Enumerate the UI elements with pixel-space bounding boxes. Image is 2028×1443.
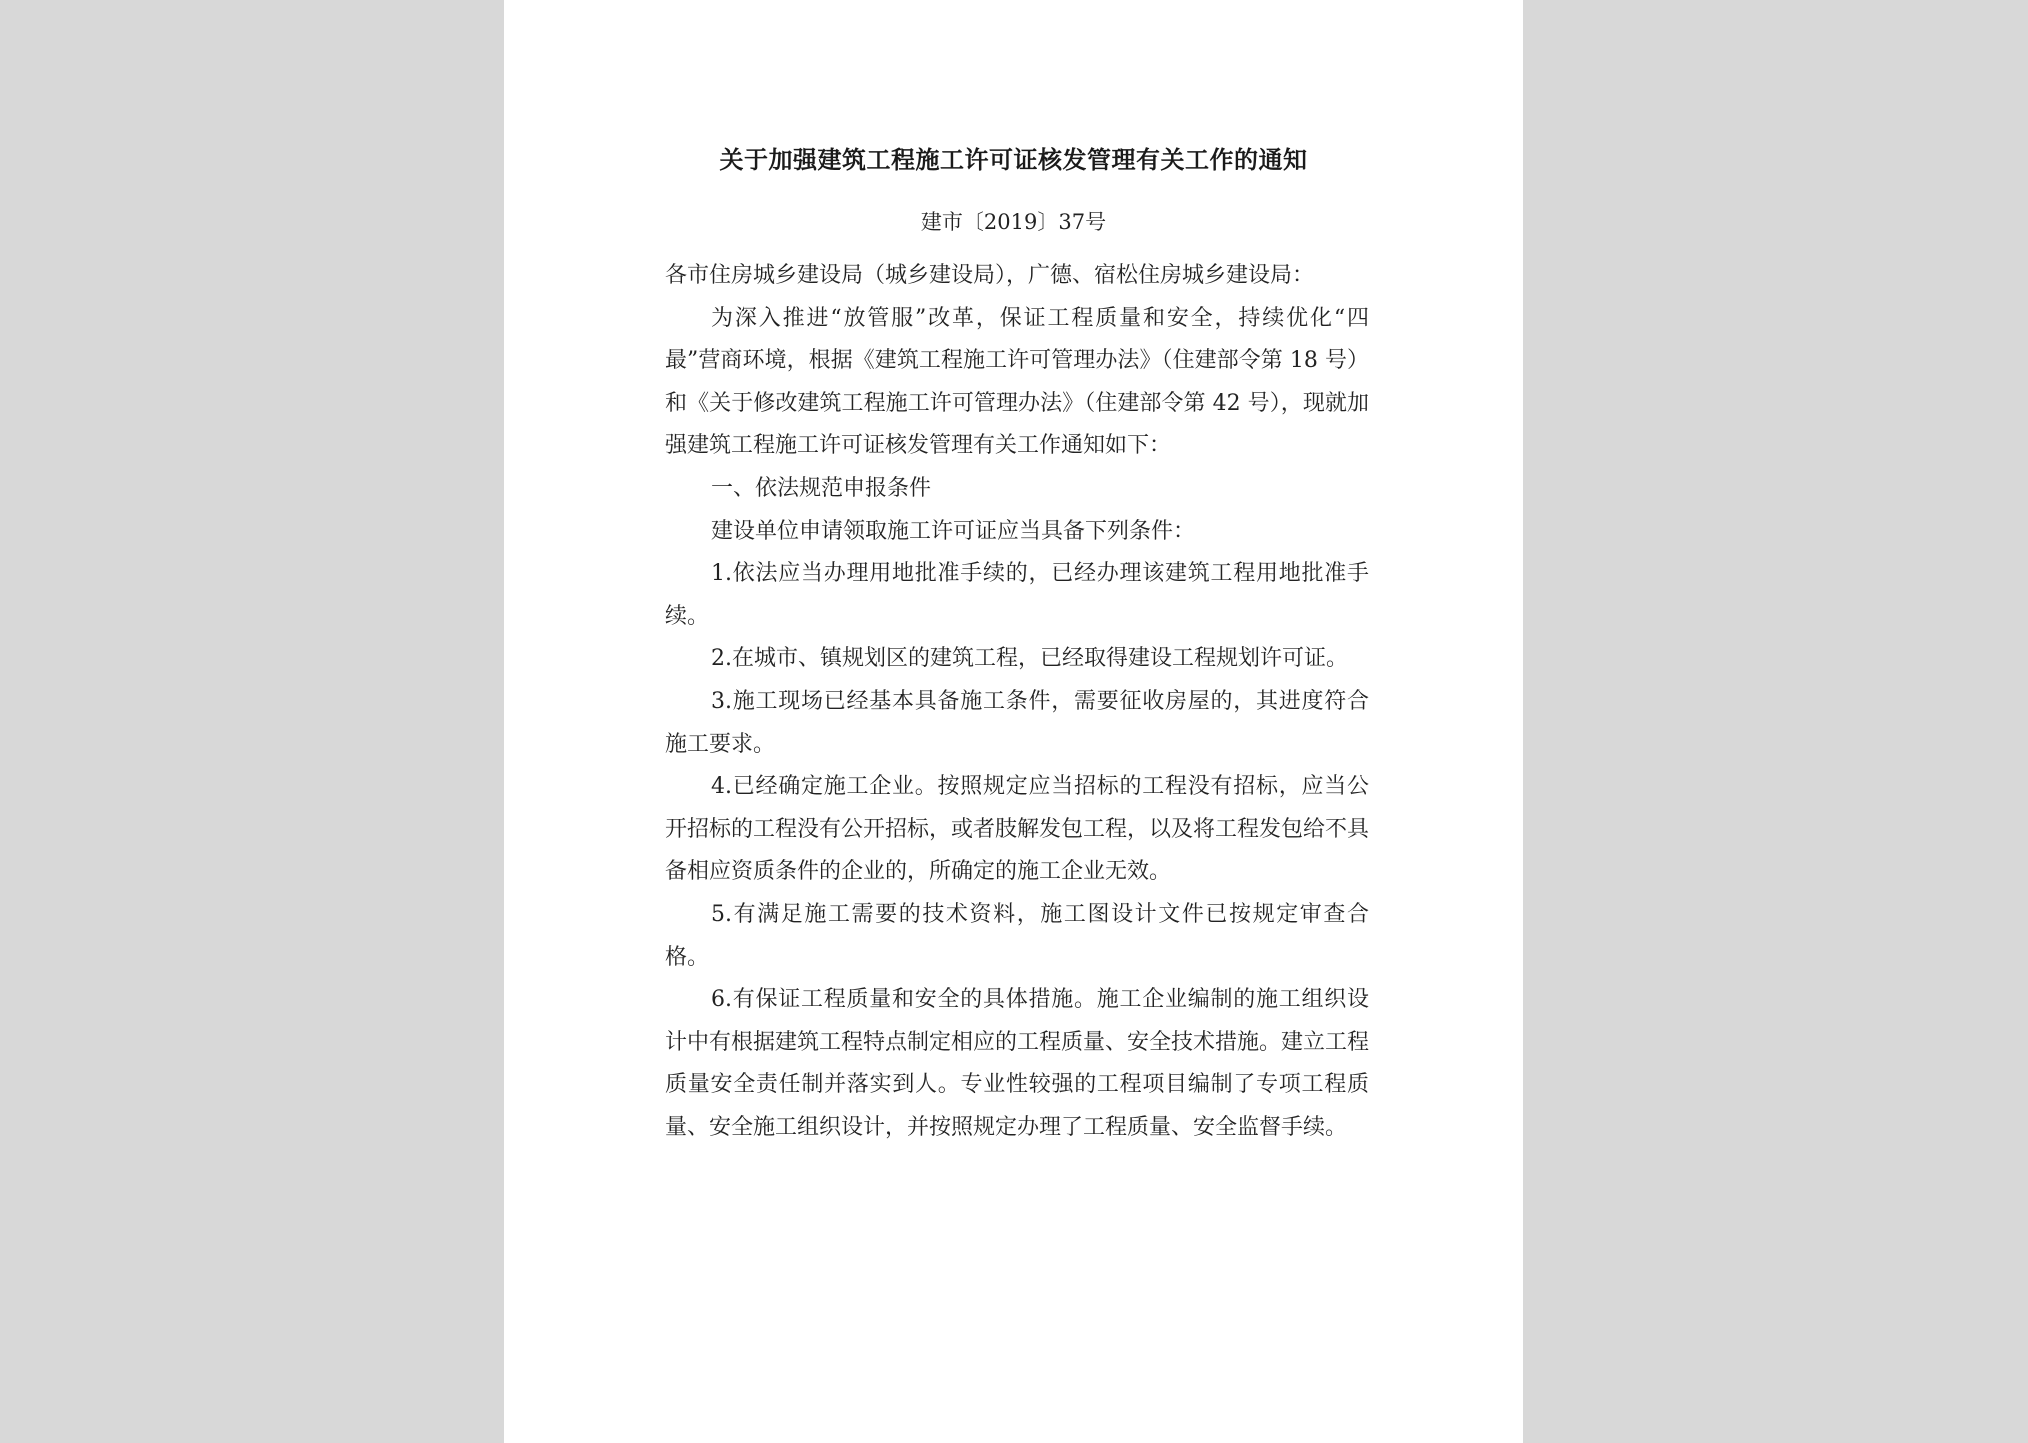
document-title: 关于加强建筑工程施工许可证核发管理有关工作的通知 xyxy=(719,146,1308,174)
document-page xyxy=(504,0,1523,1443)
section-lead: 建设单位申请领取施工许可证应当具备下列条件： xyxy=(711,518,1196,544)
intro-paragraph: 为深入推进“放管服”改革，保证工程质量和安全，持续优化“四最”营商环境，根据《建筑工程施工许可管理办法》（住建部令第 18 号）和《关于修改建筑工程施工许可管理办法》（住建部令第 42 号），现就加强建筑工程施工许可证核发管理有关工作通知如下： xyxy=(665,305,1369,459)
list-item: 1.依法应当办理用地批准手续的，已经办理该建筑工程用地批准手续。 xyxy=(665,561,1369,629)
list-item: 6.有保证工程质量和安全的具体措施。施工企业编制的施工组织设计中有根据建筑工程特点制定相应的工程质量、安全技术措施。建立工程质量安全责任制并落实到人。专业性较强的工程项目编制了专项工程质量、安全施工组织设计，并按照规定办理了工程质量、安全监督手续。 xyxy=(665,987,1370,1140)
document-body xyxy=(665,255,1369,1149)
list-item: 5.有满足施工需要的技术资料，施工图设计文件已按规定审查合格。 xyxy=(665,901,1369,970)
document-number: 建市〔2019〕37号 xyxy=(920,210,1107,234)
list-item: 4.已经确定施工企业。按照规定应当招标的工程没有招标，应当公开招标的工程没有公开招标，或者肢解发包工程，以及将工程发包给不具备相应资质条件的企业的，所确定的施工企业无效。 xyxy=(665,774,1370,885)
list-item: 3.施工现场已经基本具备施工条件，需要征收房屋的，其进度符合施工要求。 xyxy=(665,688,1369,757)
list-item: 2.在城市、镇规划区的建筑工程，已经取得建设工程规划许可证。 xyxy=(711,646,1348,672)
salutation: 各市住房城乡建设局（城乡建设局），广德、宿松住房城乡建设局： xyxy=(665,263,1315,288)
section-heading: 一、依法规范申报条件 xyxy=(711,475,932,501)
